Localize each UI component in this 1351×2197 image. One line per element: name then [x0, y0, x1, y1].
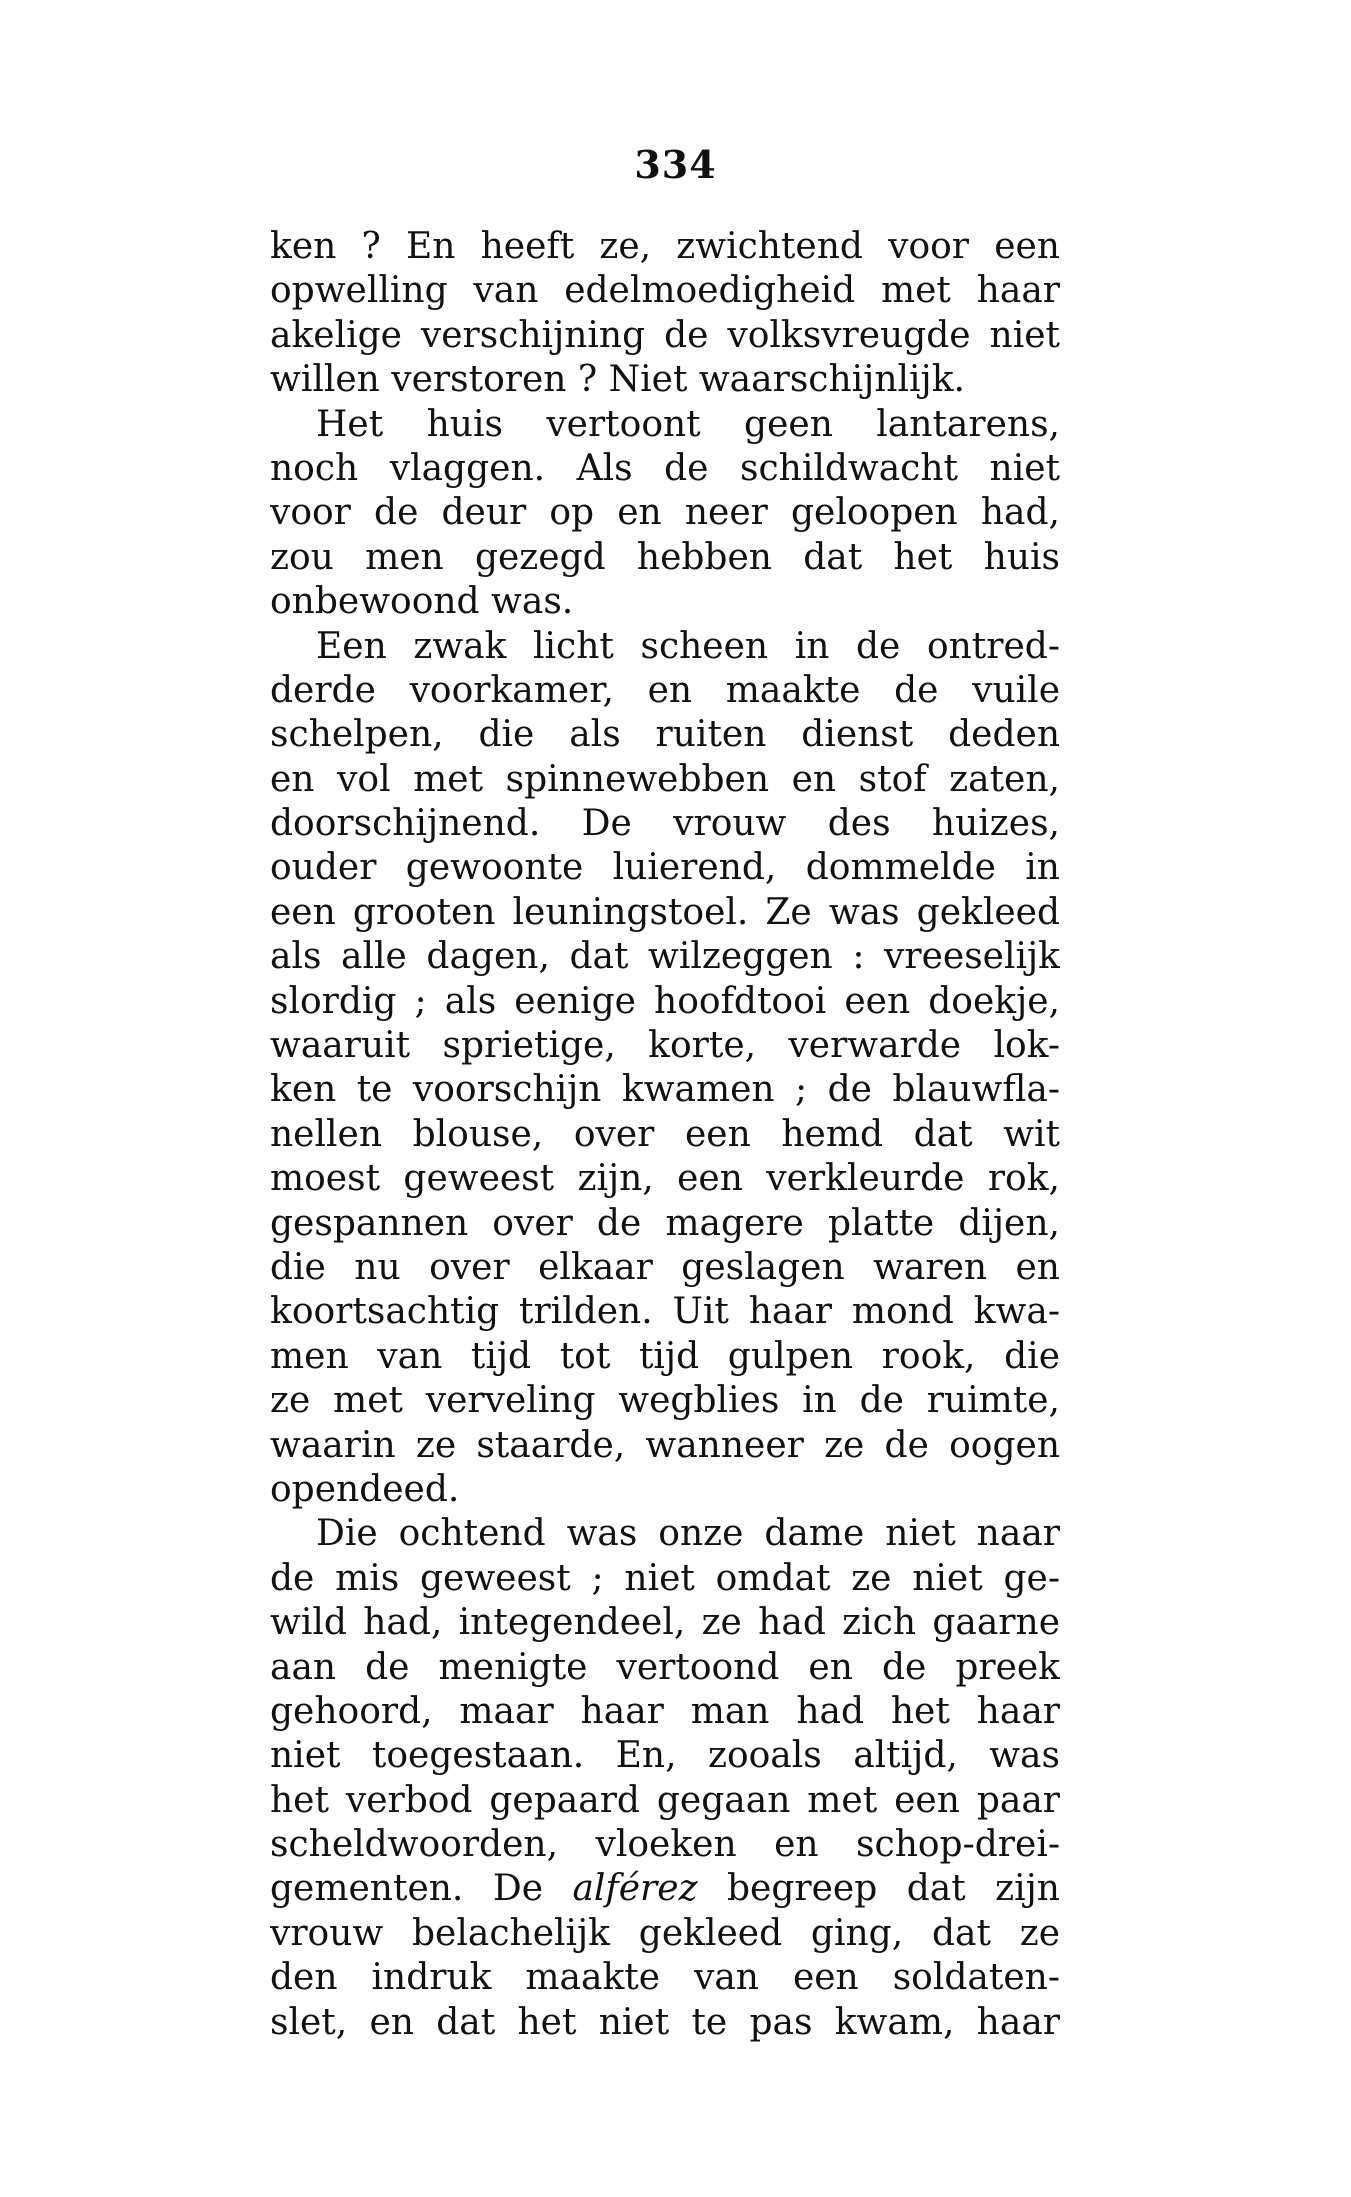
text-line: opendeed.: [270, 1468, 460, 1510]
text-line: als alle dagen, dat wilzeggen : vreeselijk: [270, 936, 1060, 978]
text-line: noch vlaggen. Als de schildwacht niet: [270, 447, 1060, 489]
page-number: 334: [634, 142, 717, 187]
text-line: en vol met spinnewebben en stof zaten,: [270, 758, 1060, 800]
text-line: een grooten leuningstoel. Ze was gekleed: [270, 891, 1060, 933]
text-line: waaruit sprietige, korte, verwarde lok-: [270, 1025, 1060, 1067]
text-line: schelpen, die als ruiten dienst deden: [270, 714, 1060, 756]
text-line: die nu over elkaar geslagen waren en: [270, 1246, 1060, 1288]
text-line: niet toegestaan. En, zooals altijd, was: [270, 1735, 1060, 1777]
text-line: slet, en dat het niet te pas kwam, haar: [270, 2001, 1060, 2043]
text-line: koortsachtig trilden. Uit haar mond kwa-: [270, 1291, 1060, 1333]
text-line: slordig ; als eenige hoofdtooi een doekje,: [270, 980, 1060, 1022]
body-text: [270, 225, 1060, 2045]
text-line: Een zwak licht scheen in de ontred-: [316, 625, 1060, 667]
text-line: Het huis vertoont geen lantarens,: [316, 403, 1060, 445]
text-line: het verbod gepaard gegaan met een paar: [270, 1779, 1060, 1821]
text-line: wild had, integendeel, ze had zich gaarne: [270, 1602, 1060, 1644]
text-segment: begreep dat zijn: [727, 1868, 1060, 1910]
text-segment: gementen. De: [270, 1868, 543, 1910]
text-line: [270, 1867, 1060, 1911]
text-line: nellen blouse, over een hemd dat wit: [270, 1113, 1060, 1155]
text-line: gehoord, maar haar man had het haar: [270, 1690, 1060, 1732]
text-line: ken ? En heeft ze, zwichtend voor een: [270, 226, 1060, 267]
text-line: de mis geweest ; niet omdat ze niet ge-: [270, 1557, 1060, 1599]
text-line: men van tijd tot tijd gulpen rook, die: [270, 1335, 1060, 1377]
text-line: vrouw belachelijk gekleed ging, dat ze: [270, 1912, 1060, 1954]
text-line: ouder gewoonte luierend, dommelde in: [270, 847, 1060, 889]
text-line: ken te voorschijn kwamen ; de blauwfla-: [270, 1069, 1060, 1111]
text-line: Die ochtend was onze dame niet naar: [316, 1513, 1060, 1555]
text-line: ze met verveling wegblies in de ruimte,: [270, 1380, 1060, 1422]
text-line: aan de menigte vertoond en de preek: [270, 1646, 1060, 1688]
text-line: scheldwoorden, vloeken en schop-drei-: [270, 1824, 1060, 1866]
text-line: gespannen over de magere platte dijen,: [270, 1202, 1060, 1244]
text-line: derde voorkamer, en maakte de vuile: [270, 669, 1060, 711]
text-line: opwelling van edelmoedigheid met haar: [270, 270, 1060, 312]
text-line: willen verstoren ? Niet waarschijnlijk.: [270, 359, 965, 401]
text-line: waarin ze staarde, wanneer ze de oogen: [270, 1424, 1060, 1466]
italic-term: alférez: [572, 1868, 698, 1910]
text-line: moest geweest zijn, een verkleurde rok,: [270, 1158, 1060, 1200]
text-line: akelige verschijning de volksvreugde niet: [270, 314, 1060, 356]
text-line: doorschijnend. De vrouw des huizes,: [270, 803, 1060, 845]
text-line: onbewoond was.: [270, 581, 574, 623]
text-line: voor de deur op en neer geloopen had,: [270, 492, 1060, 534]
text-line: zou men gezegd hebben dat het huis: [270, 536, 1060, 578]
text-line: den indruk maakte van een soldaten-: [270, 1957, 1060, 1999]
